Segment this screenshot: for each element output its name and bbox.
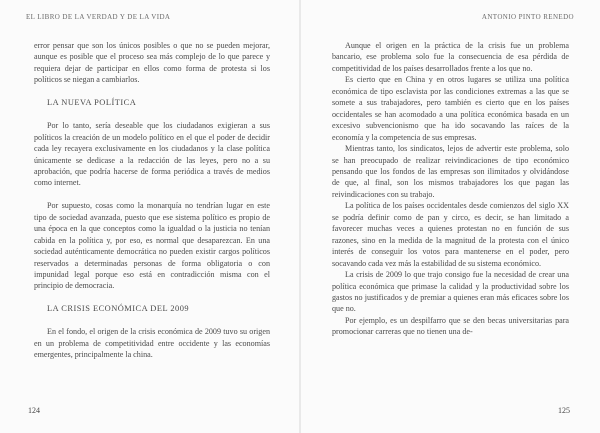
paragraph: Por ejemplo, es un despilfarro que se den becas universitarias para promocionar carreras que no tienen una de-: [332, 315, 569, 337]
paragraph: Por lo tanto, sería deseable que los ciudadanos exigieran a sus políticos la creación de un modelo político en el que el poder de decidir cada ley recayera exclusivamente en los ciudadanos y la clase política únicamente se dedicase a la redacción de las leyes, pero no a su aprobación, que podría hacerse de forma periódica a través de medios como internet.: [34, 121, 270, 188]
page-number-left: 124: [28, 406, 40, 415]
paragraph: Mientras tanto, los sindicatos, lejos de advertir este problema, solo se han preocupado de realizar reivindicaciones de tipo económico pensando que los fondos de las empresas son ilimitados y olvidándose de que, al final, son los mismos trabajadores los que pagan las reivindicaciones con su trabajo.: [332, 144, 569, 199]
section-heading: LA CRISIS ECONÓMICA DEL 2009: [47, 304, 190, 314]
section-heading: LA NUEVA POLÍTICA: [47, 98, 137, 108]
paragraph: Aunque el origen en la práctica de la crisis fue un problema bancario, ese problema solo fue la consecuencia de esa pérdida de competitividad de los países desarrollados frente a los que no.: [332, 41, 569, 73]
left-page: [0, 0, 299, 433]
running-head-right: ANTONIO PINTO RENEDO: [481, 13, 574, 21]
paragraph: En el fondo, el origen de la crisis económica de 2009 tuvo su origen en un problema de competitividad entre occidente y las economías emergentes, principalmente la china.: [34, 327, 270, 360]
paragraph: Por supuesto, cosas como la monarquía no tendrían lugar en este tipo de sociedad avanzada, puesto que ese sistema político es propio de una época en la que conceptos como la igualdad o la justicia no tenían cabida en la política y, por eso, es normal que desaparezcan. En una sociedad auténticamente democrática no pueden existir cargos políticos reservados a determinadas personas de forma obligatoria o con impunidad legal porque eso está en contradicción misma con el principio de democracia.: [34, 201, 270, 291]
paragraph: error pensar que son los únicos posibles o que no se pueden mejorar, aunque es posible que el proceso sea más complejo de lo que parece y requiera dejar de participar en ellos como forma de protesta si los políticos se niegan a cambiarlos.: [34, 41, 270, 85]
paragraph: La política de los países occidentales desde comienzos del siglo XX se podría definir como de pan y circo, es decir, se han limitado a favorecer muchas veces a quienes protestan no en función de sus razones, sino en la medida de la magnitud de la protesta con el único interés de conseguir los votos para mantenerse en el poder, pero socavando cada vez más la estabilidad de su sistema económico.: [332, 201, 569, 268]
right-page-text: [332, 40, 569, 338]
page-number-right: 125: [558, 406, 570, 415]
paragraph: La crisis de 2009 lo que trajo consigo fue la necesidad de crear una política económica que primase la calidad y la productividad sobre los gastos no justificados y de premiar a quienes eran más eficaces sobre los que no.: [332, 270, 569, 314]
running-head-left: EL LIBRO DE LA VERDAD Y DE LA VIDA: [26, 13, 171, 21]
right-page: [301, 0, 600, 433]
paragraph: Es cierto que en China y en otros lugares se utiliza una política económica de tipo esclavista por las condiciones extremas a las que se somete a sus trabajadores, pero también es cierto que en los países occidentales se han acomodado a una política económica basada en un excesivo subvencionismo que ha ido socavando las raíces de la economía y la competencia de sus empresas.: [332, 75, 569, 142]
left-page-text: [34, 40, 270, 361]
